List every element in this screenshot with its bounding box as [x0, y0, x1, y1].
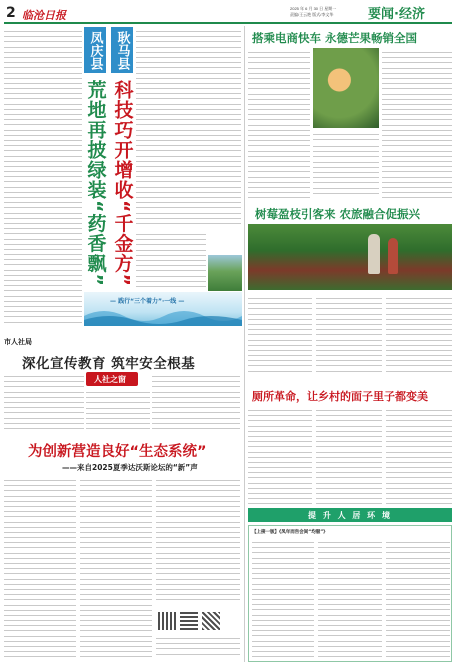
article-text-block [156, 476, 240, 604]
article-text-block [248, 406, 312, 506]
article-text-block [316, 294, 382, 376]
county-tag-fengqing [84, 27, 106, 73]
editor-line: 责编/王云艳 版式/李文华 [290, 12, 334, 17]
article-text-block [86, 388, 150, 430]
article-text-block [4, 476, 76, 662]
masthead [0, 0, 455, 26]
article-text-block [248, 48, 310, 198]
qr-code-block [156, 608, 240, 660]
qr-caption [156, 634, 240, 658]
qr-code-icon [180, 612, 198, 630]
main-subheadline: ——来自2025夏季达沃斯论坛的“新”声 [62, 463, 198, 472]
banner-strip [84, 292, 242, 326]
article-text-block [4, 372, 84, 430]
article-text-block [318, 538, 382, 660]
headline-toilet: 厕所革命，让乡村的面子里子都变美 [252, 390, 428, 403]
masthead-rule [4, 22, 452, 24]
boxed-article-title: 【上接一版】《凤年而告会间“均服”》 [252, 530, 328, 535]
column-tag-text: 市人社局 [4, 338, 32, 346]
headline-raspberry: 树莓盈枝引客来 农旅融合促振兴 [255, 207, 421, 221]
environment-banner-text: 提 升 人 居 环 境 [308, 511, 392, 520]
article-text-block [4, 27, 82, 325]
field-photo [208, 255, 242, 291]
headline-mango: 搭乘电商快车 永德芒果畅销全国 [252, 31, 418, 45]
mango-photo [313, 48, 379, 128]
county-tag-text: 凤庆县 [87, 30, 103, 70]
column-tag [4, 337, 64, 347]
banner-strip-text: — 践行“三个着力”·一线 — [110, 298, 185, 305]
article-text-block [313, 142, 379, 198]
article-text-block [382, 48, 452, 198]
boxed-article [248, 525, 452, 662]
page-number: 2 [6, 5, 16, 21]
article-text-block [248, 294, 312, 376]
qr-code-icon [158, 612, 176, 630]
headline-gengma [111, 78, 133, 288]
raspberry-photo [248, 224, 452, 290]
wave-icon [84, 306, 242, 326]
person-figure [388, 238, 398, 274]
county-tag-text: 耿马县 [114, 30, 130, 70]
article-text-block [252, 538, 314, 660]
article-text-block [152, 372, 240, 430]
article-text-block [80, 476, 152, 662]
article-text-block [136, 27, 241, 227]
headline-fengqing-text: 荒地再披绿装“药香飘” [84, 79, 107, 287]
photo-caption [313, 130, 379, 140]
article-text-block [386, 294, 452, 376]
hr-badge [86, 372, 138, 386]
article-text-block [386, 538, 450, 660]
headline-hr-safety: 深化宣传教育 筑牢安全根基 [22, 356, 196, 372]
headline-fengqing [84, 78, 106, 288]
hr-badge-text: 人社之窗 [94, 375, 126, 384]
environment-banner [248, 508, 452, 522]
section-title: 要闻·经济 [368, 7, 425, 22]
date-line: 2025 年 6 月 30 日 星期一 [290, 6, 337, 11]
headline-gengma-text: 科技巧开增收“千金方” [111, 79, 134, 287]
qr-code-icon [202, 612, 220, 630]
main-headline: 为创新营造良好“生态系统” [28, 444, 207, 460]
column-divider [244, 26, 245, 662]
paper-name: 临沧日报 [22, 9, 66, 22]
article-text-block [316, 406, 382, 506]
article-text-block [386, 406, 452, 506]
article-text-block [136, 230, 206, 290]
person-figure [368, 234, 380, 274]
county-tag-gengma [111, 27, 133, 73]
